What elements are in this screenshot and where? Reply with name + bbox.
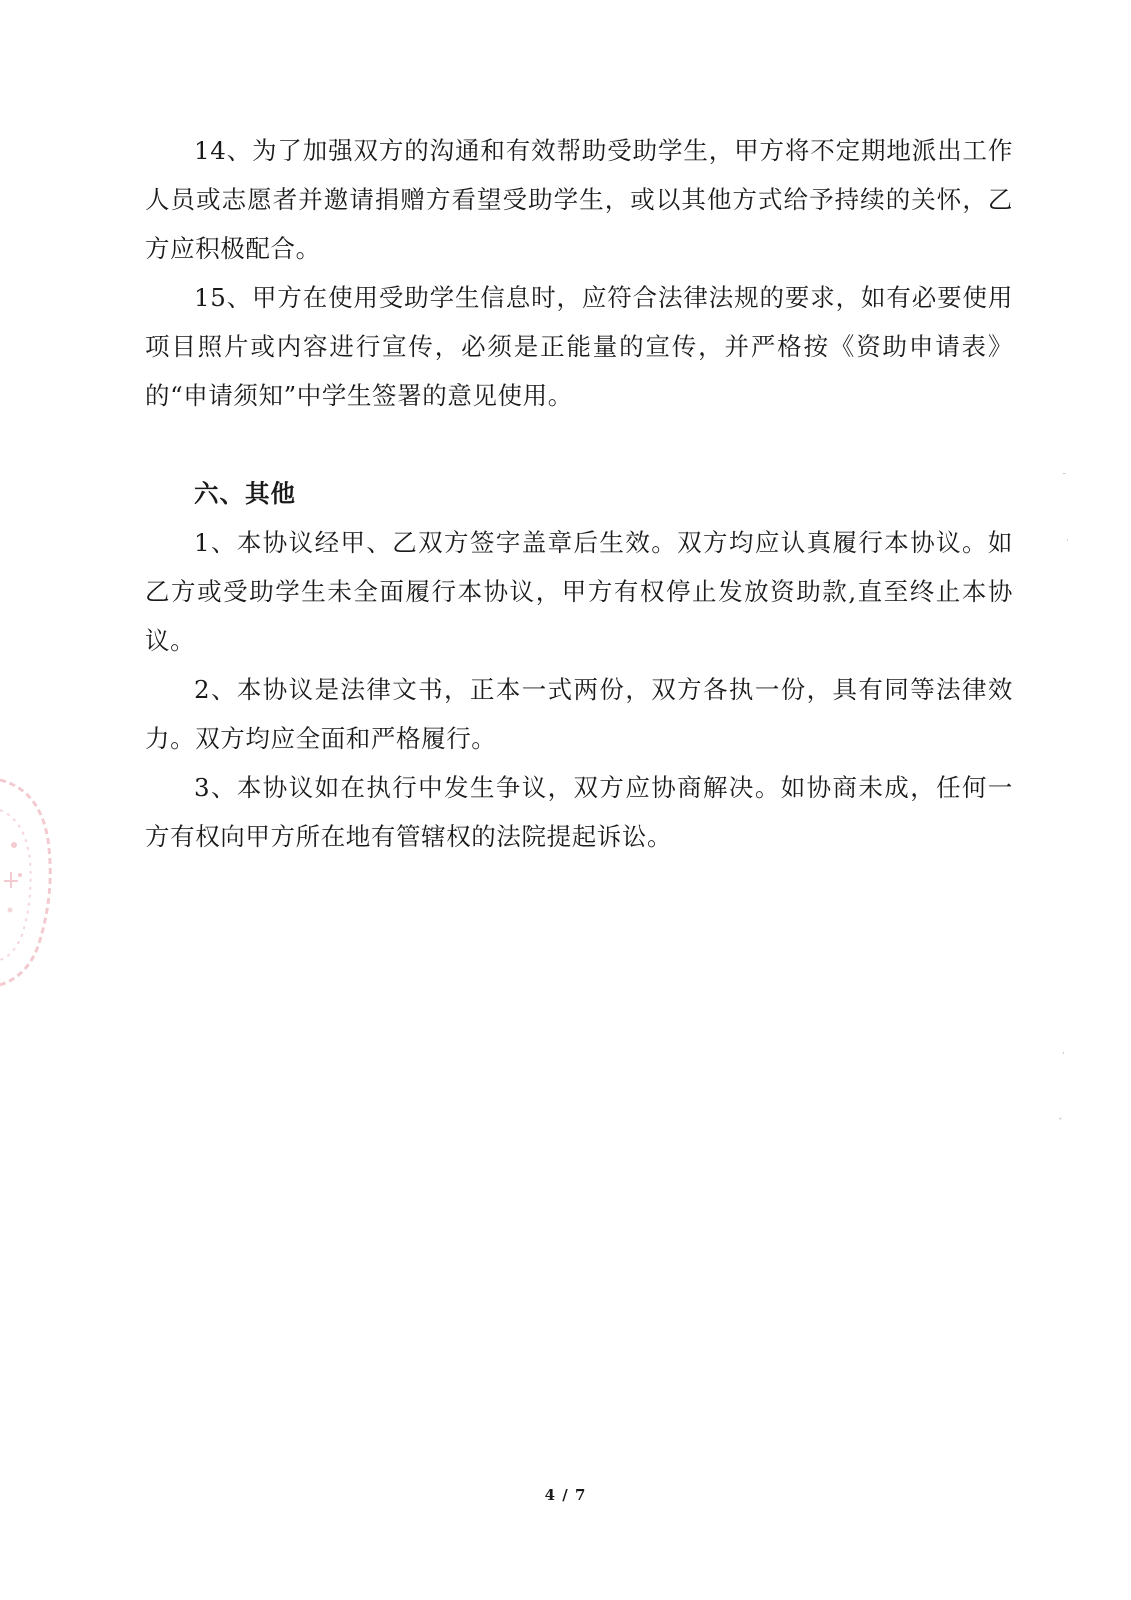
- clause-14: 14、为了加强双方的沟通和有效帮助受助学生，甲方将不定期地派出工作人员或志愿者并邀请捐赠方看望受助学生，或以其他方式给予持续的关怀，乙方应积极配合。: [145, 136, 1013, 263]
- section-spacer: [145, 420, 1013, 469]
- section-six-heading: 六、其他: [194, 479, 296, 508]
- scan-speck: ˈ: [1062, 1052, 1065, 1062]
- scan-speck: ˯: [1058, 1110, 1063, 1120]
- section-six-item-3: 3、本协议如在执行中发生争议，双方应协商解决。如协商未成，任何一方有权向甲方所在地有管辖权的法院提起诉讼。: [145, 773, 1013, 851]
- section-six-item-1: 1、本协议经甲、乙双方签字盖章后生效。双方均应认真履行本协议。如乙方或受助学生未全面履行本协议，甲方有权停止发放资助款,直至终止本协议。: [145, 528, 1013, 655]
- page-number: 4 / 7: [544, 1486, 587, 1504]
- red-seal-fragment: [0, 770, 60, 995]
- section-six-item-2: 2、本协议是法律文书，正本一式两份，双方各执一份，具有同等法律效力。双方均应全面和严格履行。: [145, 675, 1013, 753]
- clause-15: 15、甲方在使用受助学生信息时，应符合法律法规的要求，如有必要使用项目照片或内容进行宣传，必须是正能量的宣传，并严格按《资助申请表》的“申请须知”中学生签署的意见使用。: [145, 283, 1013, 410]
- scan-speck: ·: [1066, 536, 1069, 546]
- scan-speck: ˜: [1062, 473, 1067, 483]
- document-body: [145, 126, 1013, 861]
